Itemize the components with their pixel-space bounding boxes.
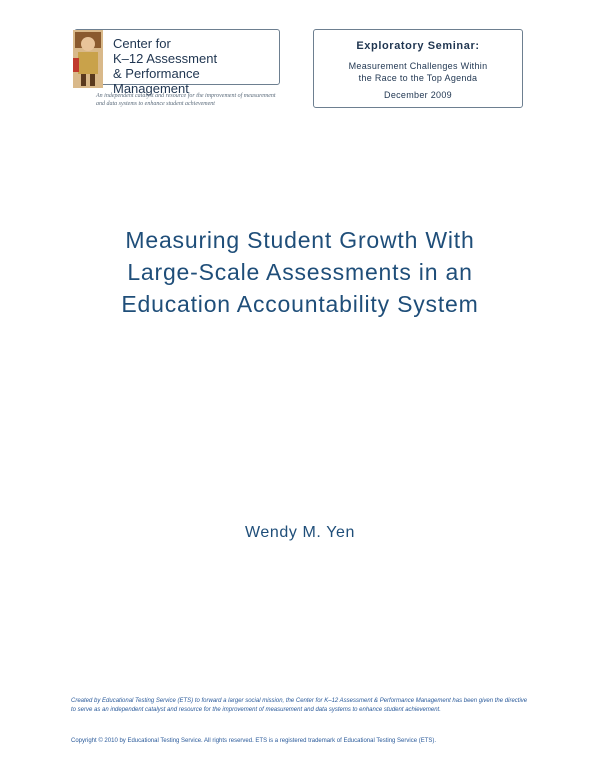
logo-tagline: An independent catalyst and resource for the improvement of measurement and data systems to enhance student achievement — [96, 93, 276, 107]
document-title — [60, 224, 540, 320]
author-name: Wendy M. Yen — [244, 524, 356, 541]
seminar-title: Exploratory Seminar: — [356, 40, 480, 52]
seminar-subtitle-line-2: the Race to the Top Agenda — [358, 73, 478, 83]
title-line-1: Measuring Student Growth With — [125, 227, 475, 253]
center-logo — [74, 29, 280, 96]
logo-text — [113, 36, 279, 96]
seminar-subtitle-line-1: Measurement Challenges Within — [348, 61, 488, 71]
title-line-2: Large-Scale Assessments in an — [127, 259, 473, 285]
seminar-box — [313, 29, 523, 108]
logo-line-3: & Performance Management — [113, 66, 200, 96]
copyright-notice: Copyright © 2010 by Educational Testing Service. All rights reserved. ETS is a registered trademark of Educational Testing Service (ETS). — [71, 738, 437, 744]
seminar-date: December 2009 — [384, 90, 452, 100]
seminar-subtitle — [314, 60, 522, 84]
footer-note: Created by Educational Testing Service (ETS) to forward a larger social mission, the Center for K–12 Assessment & Performance Management has been given the directive to serve as an independent catalyst and resource for the improvement of measurement and data systems to enhance student achievement. — [71, 698, 528, 713]
student-photo-icon — [73, 30, 103, 88]
logo-line-2: K–12 Assessment — [113, 51, 218, 66]
title-line-3: Education Accountability System — [121, 291, 479, 317]
logo-line-1: Center for — [113, 36, 171, 51]
